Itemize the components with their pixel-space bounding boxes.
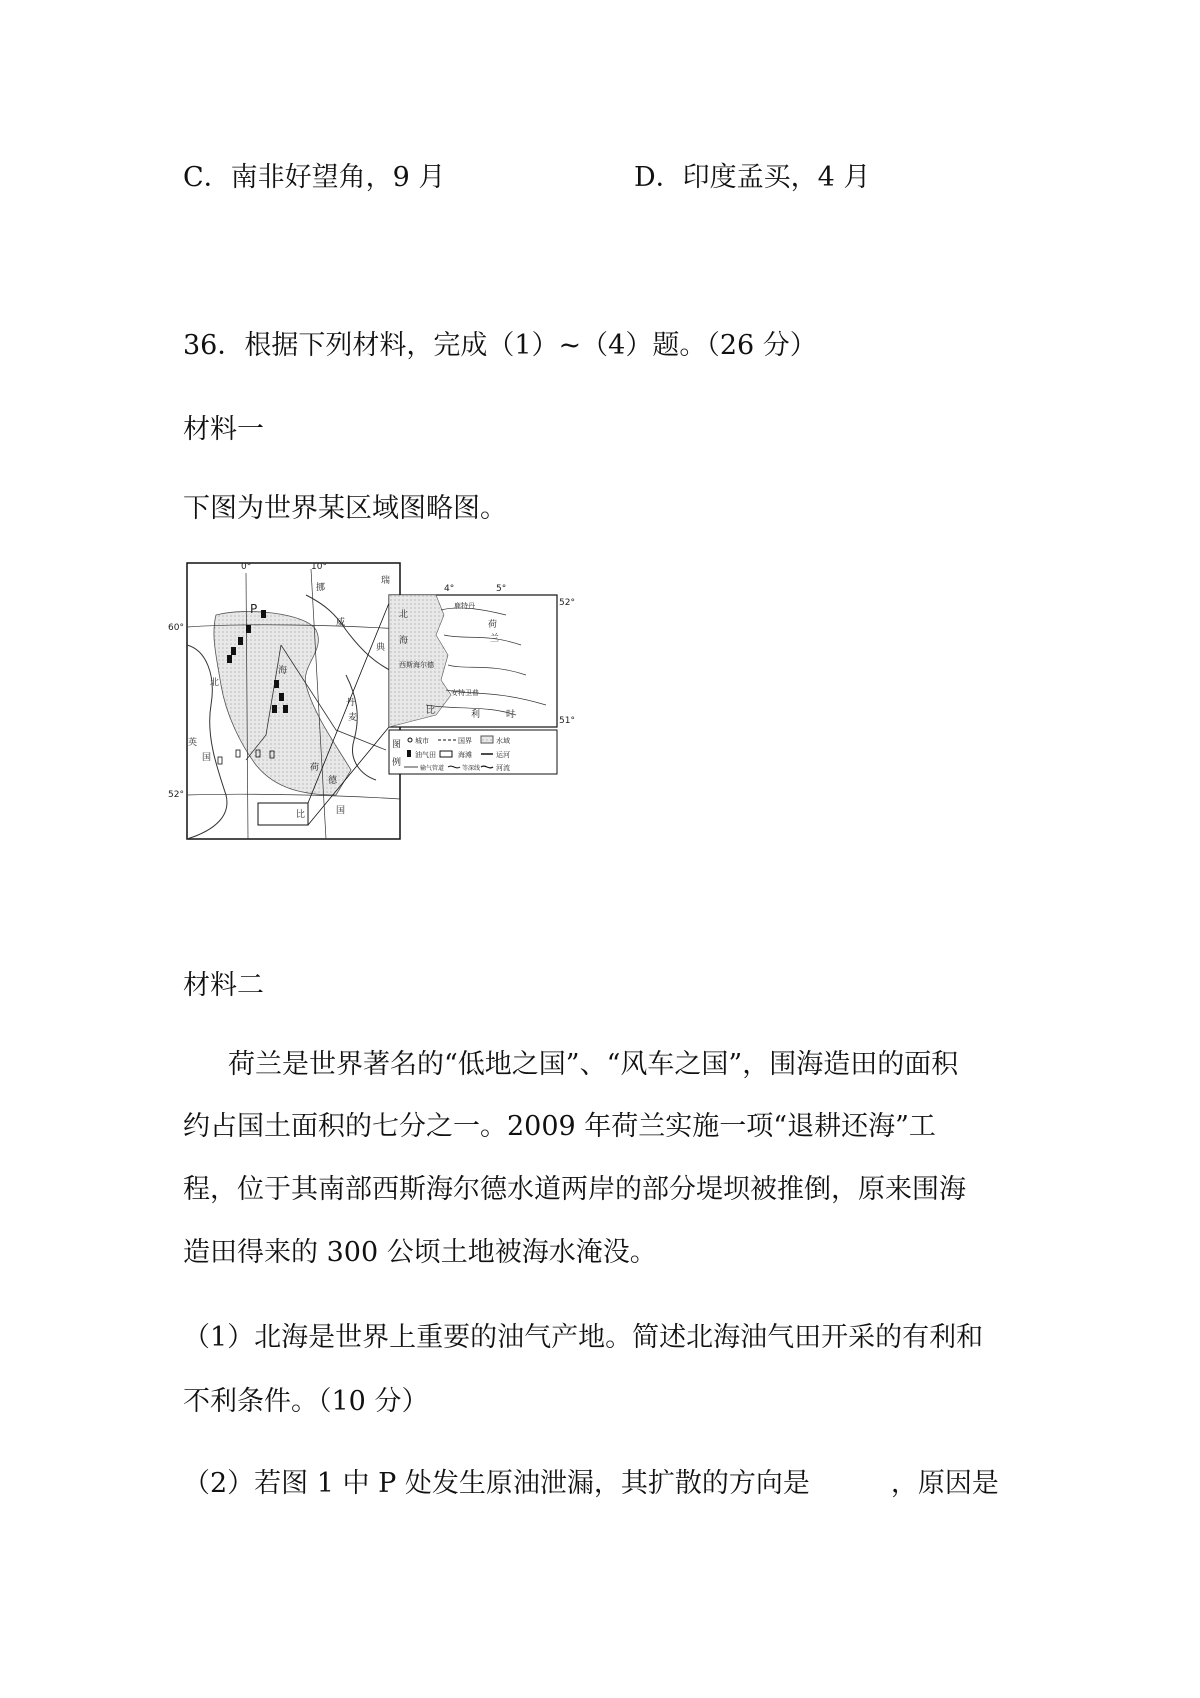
svg-text:德: 德 [328, 776, 338, 786]
svg-text:威: 威 [336, 618, 346, 628]
svg-text:利: 利 [471, 710, 481, 720]
svg-text:北: 北 [399, 610, 409, 620]
svg-text:10°: 10° [311, 562, 327, 572]
svg-text:典: 典 [376, 643, 386, 653]
map-legend [389, 730, 557, 774]
material-2-line-2: 约占国土面积的七分之一。2009 年荷兰实施一项“退耕还海”工 [183, 1111, 936, 1142]
material-2-line-1: 荷兰是世界著名的“低地之国”、“风车之国”，围海造田的面积 [228, 1049, 959, 1080]
material-1-title: 材料一 [183, 414, 264, 445]
option-c: C．南非好望角，9 月 [183, 162, 446, 193]
subquestion-1-line-2: 不利条件。（10 分） [183, 1386, 429, 1417]
svg-text:52°: 52° [168, 790, 184, 800]
material-2-line-3: 程，位于其南部西斯海尔德水道两岸的部分堤坝被推倒，原来围海 [183, 1174, 966, 1205]
svg-text:4°: 4° [444, 584, 455, 594]
svg-text:国界: 国界 [458, 737, 472, 745]
svg-text:51°: 51° [559, 716, 575, 726]
north-sea-map [168, 562, 400, 839]
svg-text:丹: 丹 [346, 698, 356, 708]
region-map-svg [168, 555, 611, 850]
svg-text:0°: 0° [241, 562, 252, 572]
svg-text:运河: 运河 [496, 751, 510, 759]
question-36-stem: 36．根据下列材料，完成（1）~（4）题。（26 分） [183, 330, 817, 361]
svg-text:兰: 兰 [490, 634, 500, 644]
svg-text:图: 图 [392, 740, 402, 750]
subquestion-2: （2）若图 1 中 P 处发生原油泄漏，其扩散的方向是 ，原因是 [183, 1468, 999, 1499]
svg-text:P: P [250, 602, 258, 616]
svg-text:国: 国 [202, 753, 212, 763]
material-2-line-4: 造田得来的 300 公顷土地被海水淹没。 [183, 1237, 657, 1268]
svg-text:水域: 水域 [496, 737, 510, 745]
svg-text:英: 英 [188, 738, 198, 748]
svg-text:海: 海 [399, 636, 409, 646]
netherlands-inset-map [389, 584, 575, 727]
region-map-figure [168, 555, 611, 850]
svg-text:安特卫普: 安特卫普 [451, 689, 479, 697]
svg-text:5°: 5° [496, 584, 507, 594]
svg-text:比: 比 [296, 810, 306, 820]
svg-text:河流: 河流 [496, 764, 510, 772]
svg-text:等深线: 等深线 [462, 765, 481, 772]
svg-text:时: 时 [506, 710, 516, 720]
option-d: D．印度孟买，4 月 [634, 162, 871, 193]
svg-text:鹿特丹: 鹿特丹 [454, 602, 475, 610]
svg-text:海: 海 [278, 666, 288, 676]
svg-text:比: 比 [426, 706, 436, 716]
svg-text:输气管道: 输气管道 [420, 765, 445, 772]
svg-text:挪: 挪 [316, 583, 326, 593]
subquestion-1-line-1: （1）北海是世界上重要的油气产地。简述北海油气田开采的有利和 [183, 1322, 984, 1353]
map-caption: 下图为世界某区域图略图。 [183, 493, 507, 524]
svg-text:城市: 城市 [415, 737, 429, 745]
svg-text:荷: 荷 [488, 620, 498, 630]
svg-text:60°: 60° [168, 623, 184, 633]
svg-text:麦: 麦 [348, 713, 358, 723]
svg-text:52°: 52° [559, 598, 575, 608]
svg-text:北: 北 [210, 678, 220, 688]
material-2-title: 材料二 [183, 970, 264, 1001]
svg-text:国: 国 [336, 806, 346, 816]
svg-text:油气田: 油气田 [415, 751, 436, 759]
svg-text:例: 例 [392, 758, 402, 768]
svg-text:海滩: 海滩 [458, 751, 472, 759]
svg-text:西斯海尔德: 西斯海尔德 [399, 661, 434, 669]
svg-text:荷: 荷 [310, 763, 320, 773]
svg-text:瑞: 瑞 [381, 576, 391, 586]
